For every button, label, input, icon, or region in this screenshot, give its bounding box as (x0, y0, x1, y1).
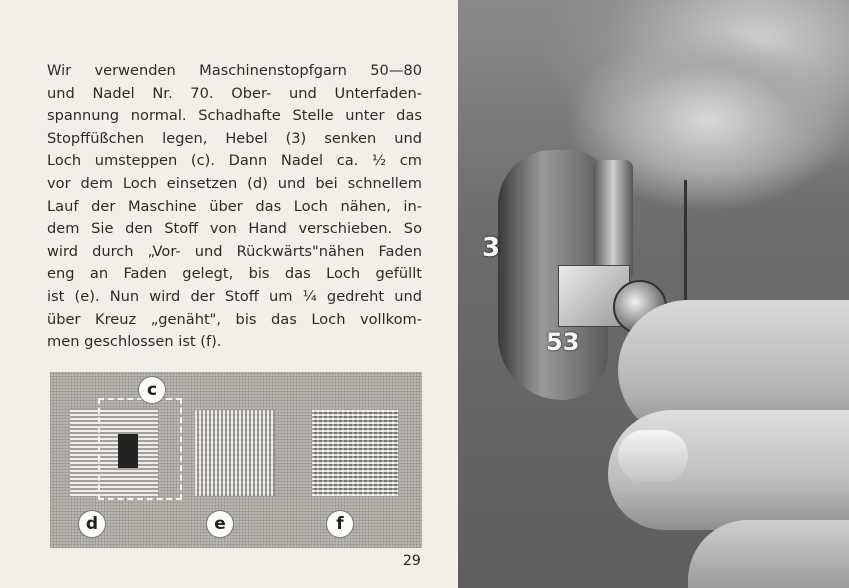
presser-bar (593, 160, 633, 280)
fingernail (618, 430, 688, 482)
photo-label-part: 53 (546, 328, 580, 356)
text-line: spannung normal. Schadhafte Stelle unter das (47, 107, 422, 125)
text-line: Loch umsteppen (c). Dann Nadel ca. ½ cm (47, 152, 422, 170)
needle (684, 180, 687, 300)
text-line: Lauf der Maschine über das Loch nähen, in- (47, 197, 422, 215)
text-line: über Kreuz „genäht", bis das Loch vollkom- (47, 310, 422, 328)
darning-patch-d (70, 408, 158, 496)
text-line: Stopffüßchen legen, Hebel (3) senken und (47, 129, 422, 147)
finger-bottom (688, 520, 849, 588)
sewing-machine-photo (458, 0, 849, 588)
page-number: 29 (403, 553, 421, 569)
figure-label-f: f (326, 510, 354, 538)
darning-steps-figure (50, 372, 422, 548)
darning-patch-e (195, 410, 275, 496)
text-line: ist (e). Nun wird der Stoff um ¼ gedreht und (47, 287, 422, 305)
text-line: eng an Faden gelegt, bis das Loch gefüllt (47, 265, 422, 283)
text-line: vor dem Loch einsetzen (d) und bei schnellem (47, 174, 422, 192)
figure-label-e: e (206, 510, 234, 538)
figure-label-c: c (138, 376, 166, 404)
text-line: wird durch „Vor- und Rückwärts"nähen Faden (47, 242, 422, 260)
instruction-paragraph (47, 60, 422, 354)
text-line: und Nadel Nr. 70. Ober- und Unterfaden- (47, 84, 422, 102)
figure-label-d: d (78, 510, 106, 538)
darning-patch-f (312, 410, 398, 496)
text-line: Wir verwenden Maschinenstopfgarn 50—80 (47, 62, 422, 79)
stitch-outline (98, 398, 182, 500)
text-line: men geschlossen ist (f). (47, 333, 222, 351)
text-line: dem Sie den Stoff von Hand verschieben. So (47, 220, 422, 238)
fabric-hole (118, 434, 138, 468)
photo-label-lever: 3 (482, 233, 501, 263)
